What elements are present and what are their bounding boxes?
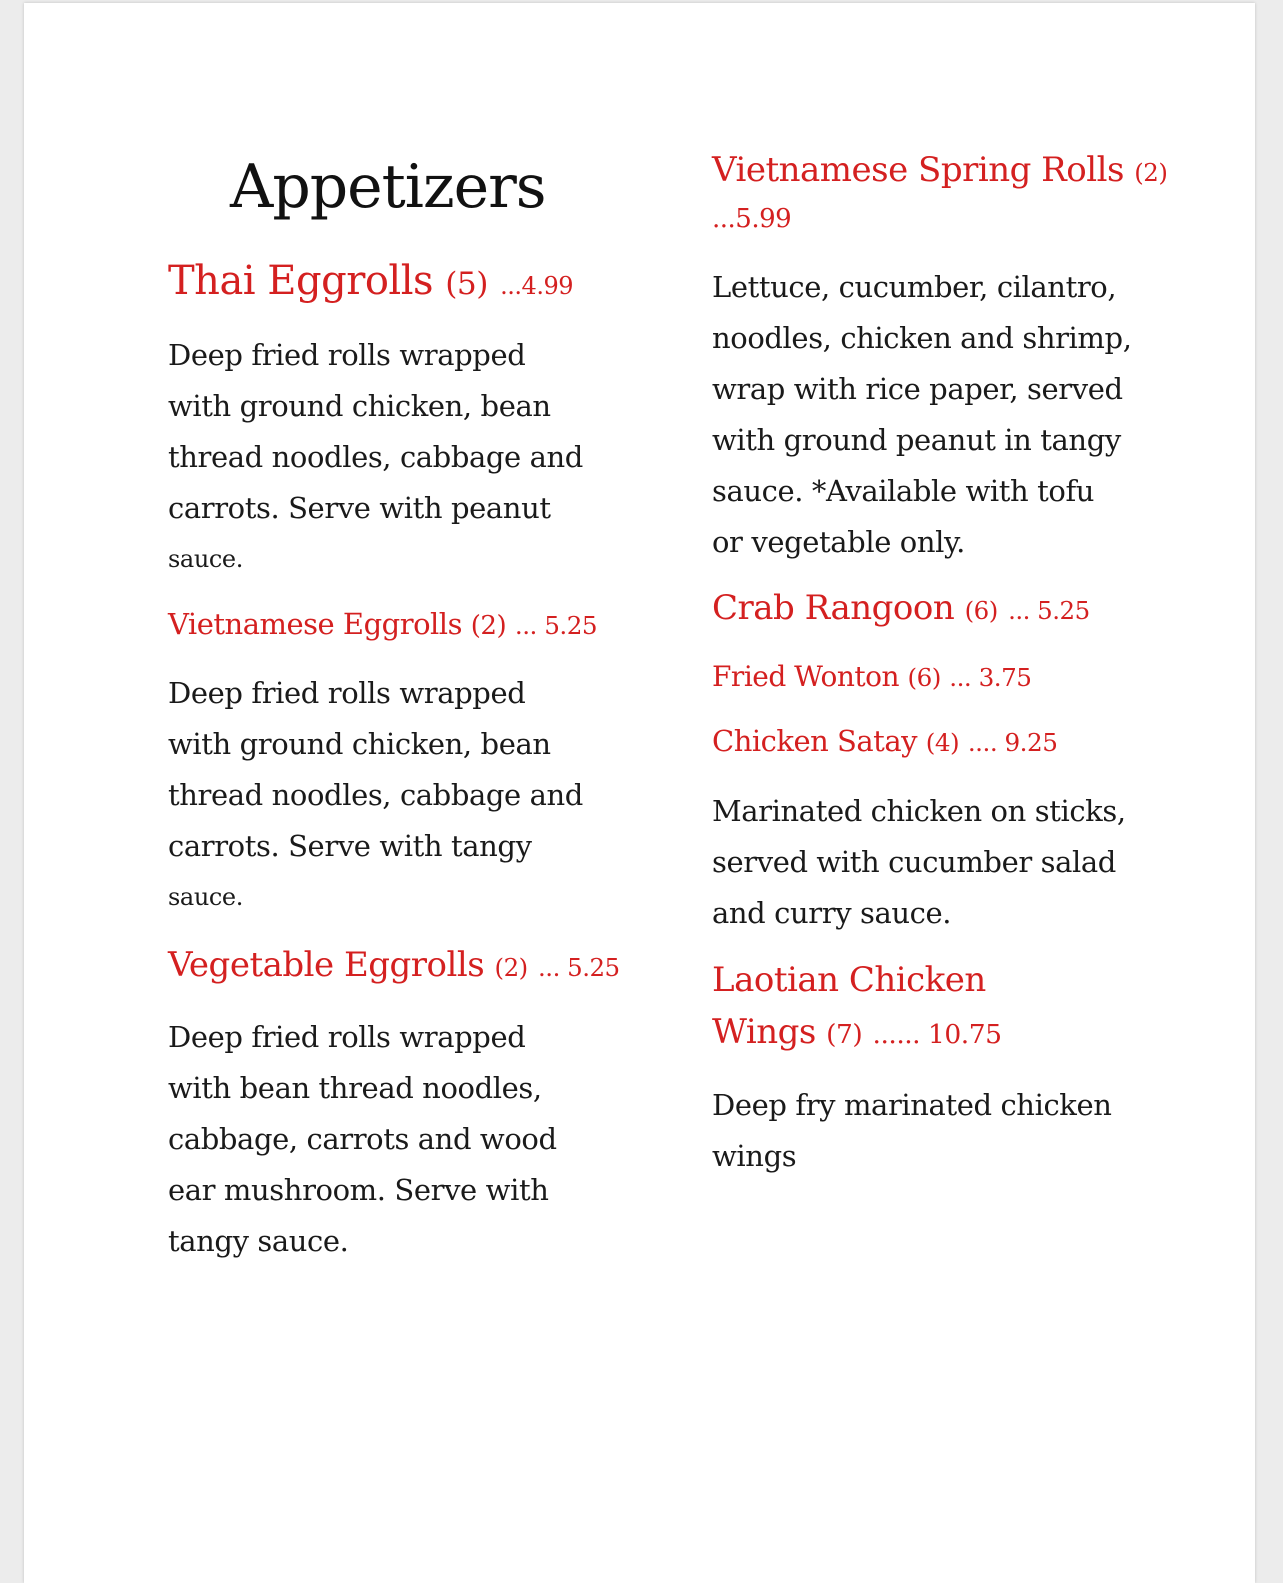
- description-line: served with cucumber salad: [712, 845, 1116, 879]
- description-line: sauce. *Available with tofu: [712, 474, 1095, 508]
- page-title: Appetizers: [230, 152, 546, 222]
- item-qty: (6): [964, 596, 998, 625]
- description-line: or vegetable only.: [712, 525, 965, 559]
- item-description: [168, 1012, 557, 1267]
- item-name: Wings: [712, 1012, 816, 1052]
- item-qty: (2): [1134, 158, 1168, 187]
- item-price: ...4.99: [500, 272, 573, 300]
- description-line: Marinated chicken on sticks,: [712, 794, 1126, 828]
- item-name: Vietnamese Eggrolls: [168, 607, 462, 641]
- menu-item-vietnamese-spring-rolls: [712, 150, 1167, 190]
- description-line: thread noodles, cabbage and: [168, 778, 583, 812]
- item-qty: (4): [925, 728, 960, 757]
- menu-item-thai-eggrolls: [168, 258, 573, 304]
- item-name: Vietnamese Spring Rolls: [712, 150, 1124, 190]
- item-price: .... 9.25: [967, 728, 1058, 757]
- item-description: [712, 786, 1126, 939]
- description-line: sauce.: [168, 883, 243, 911]
- item-qty: (2): [494, 953, 528, 982]
- description-line: carrots. Serve with tangy: [168, 829, 532, 863]
- description-line: wrap with rice paper, served: [712, 372, 1123, 406]
- item-name: Fried Wonton: [712, 660, 900, 693]
- item-qty: (2): [470, 611, 507, 641]
- item-price: ... 5.25: [538, 953, 620, 982]
- description-line: sauce.: [168, 545, 243, 573]
- item-description: [712, 1080, 1112, 1182]
- description-line: Lettuce, cucumber, cilantro,: [712, 270, 1117, 304]
- description-line: with ground chicken, bean: [168, 727, 551, 761]
- description-line: with ground peanut in tangy: [712, 423, 1121, 457]
- menu-item-laotian-chicken-wings: Laotian Chicken: [712, 960, 986, 1000]
- item-description: [168, 668, 583, 923]
- menu-item-chicken-satay: [712, 724, 1057, 758]
- item-qty: (7): [826, 1019, 863, 1050]
- item-qty: (5): [445, 266, 488, 302]
- description-line: Deep fried rolls wrapped: [168, 676, 526, 710]
- item-description: [712, 262, 1132, 568]
- description-line: Deep fry marinated chicken: [712, 1088, 1112, 1122]
- description-line: carrots. Serve with peanut: [168, 491, 551, 525]
- item-name: Crab Rangoon: [712, 588, 955, 628]
- item-name: Thai Eggrolls: [168, 258, 434, 304]
- item-description: [168, 330, 583, 585]
- description-line: and curry sauce.: [712, 896, 952, 930]
- description-line: wings: [712, 1139, 797, 1173]
- description-line: ear mushroom. Serve with: [168, 1173, 549, 1207]
- description-line: with bean thread noodles,: [168, 1071, 542, 1105]
- menu-item-laotian-chicken-wings-line2: [712, 1012, 1001, 1052]
- menu-item-fried-wonton: [712, 660, 1031, 693]
- menu-item-crab-rangoon: [712, 588, 1090, 628]
- description-line: thread noodles, cabbage and: [168, 440, 583, 474]
- item-price: ... 5.25: [1008, 596, 1090, 625]
- item-price: ...... 10.75: [872, 1019, 1002, 1050]
- item-name: Chicken Satay: [712, 724, 917, 758]
- item-name: Vegetable Eggrolls: [168, 945, 485, 985]
- description-line: with ground chicken, bean: [168, 389, 551, 423]
- item-price: ...5.99: [712, 204, 792, 234]
- description-line: cabbage, carrots and wood: [168, 1122, 557, 1156]
- description-line: Deep fried rolls wrapped: [168, 338, 526, 372]
- menu-item-vietnamese-eggrolls: [168, 607, 597, 641]
- description-line: tangy sauce.: [168, 1224, 349, 1258]
- description-line: Deep fried rolls wrapped: [168, 1020, 526, 1054]
- description-line: noodles, chicken and shrimp,: [712, 321, 1132, 355]
- menu-item-vegetable-eggrolls: [168, 945, 620, 985]
- item-price: ... 3.75: [949, 663, 1032, 692]
- item-price: ... 5.25: [514, 611, 598, 640]
- item-qty: (6): [907, 663, 941, 692]
